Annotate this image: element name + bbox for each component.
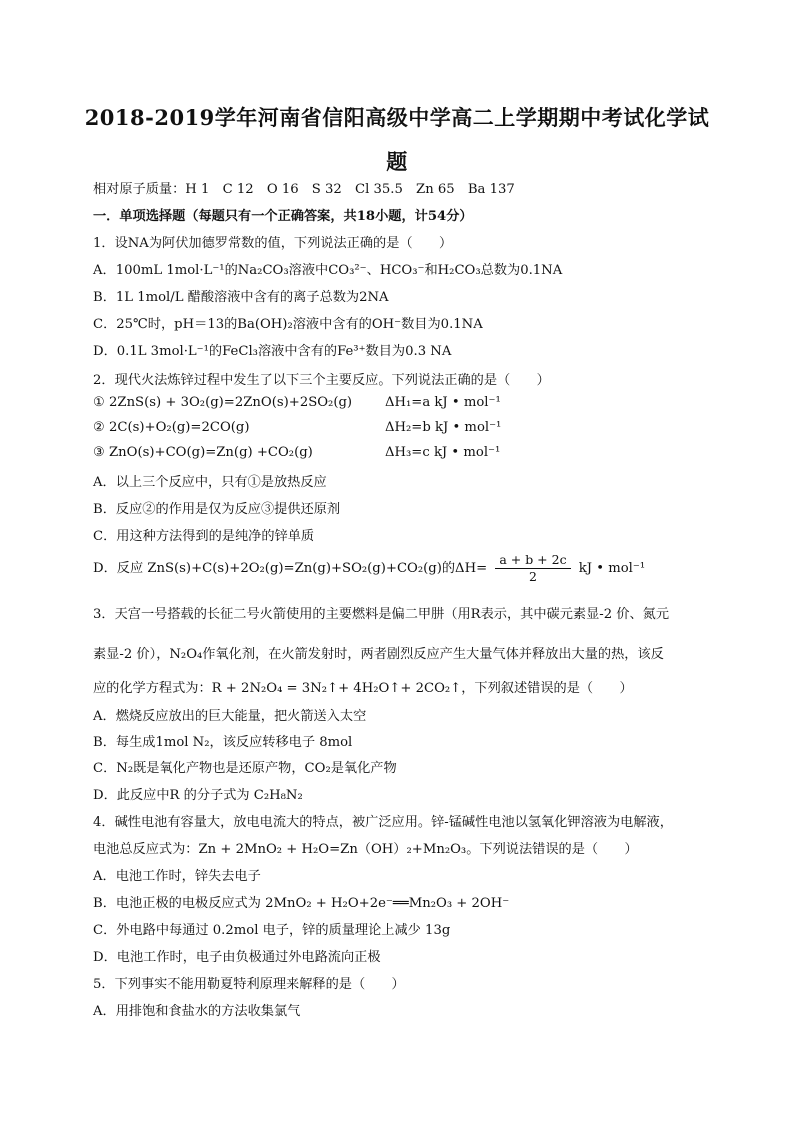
q1-option-a: A．100mL 1mol·L⁻¹的Na₂CO₃溶液中CO₃²⁻、HCO₃⁻和H₂CO₃总数为0.1NA <box>93 263 563 278</box>
q2-option-a: A．以上三个反应中，只有①是放热反应 <box>93 475 327 490</box>
fraction-numerator: a + b + 2c <box>495 552 570 569</box>
q3-stem-line2: 素显-2 价），N₂O₄作氧化剂，在火箭发射时，两者剧烈反应产生大量气体并释放出大量的热，该反 <box>93 647 664 662</box>
section-heading: 一．单项选择题（每题只有一个正确答案，共18小题，计54分） <box>93 209 473 224</box>
q3-option-c: C．N₂既是氧化产物也是还原产物，CO₂是氧化产物 <box>93 761 397 776</box>
q4-option-b: B．电池正极的电极反应式为 2MnO₂ + H₂O+2e⁻══Mn₂O₃ + 2OH⁻ <box>93 896 510 911</box>
q3-option-b: B．每生成1mol N₂，该反应转移电子 8mol <box>93 735 353 750</box>
q3-option-a: A．燃烧反应放出的巨大能量，把火箭送入太空 <box>93 709 367 724</box>
fraction-denominator: 2 <box>528 569 537 584</box>
q4-option-c: C．外电路中每通过 0.2mol 电子，锌的质量理论上减少 13g <box>93 923 451 938</box>
q2-option-d <box>93 552 645 585</box>
q2-reaction-3-enthalpy: ΔH₃=c kJ • mol⁻¹ <box>385 445 501 460</box>
q2-option-b: B．反应②的作用是仅为反应③提供还原剂 <box>93 502 341 517</box>
q2-reaction-1 <box>93 395 693 410</box>
q4-stem-line1: 4．碱性电池有容量大，放电电流大的特点，被广泛应用。锌-锰碱性电池以氢氧化钾溶液为电解液， <box>93 815 673 830</box>
q2-option-d-text: D．反应 ZnS(s)+C(s)+2O₂(g)=Zn(g)+SO₂(g)+CO₂(g)的ΔH= <box>93 561 488 576</box>
q1-stem: 1．设NA为阿伏加德罗常数的值，下列说法正确的是（ ） <box>93 236 453 251</box>
q3-option-d: D．此反应中R 的分子式为 C₂H₈N₂ <box>93 788 303 803</box>
q2-reaction-2-equation: ② 2C(s)+O₂(g)=2CO(g) <box>93 420 250 435</box>
q5-option-a: A．用排饱和食盐水的方法收集氯气 <box>93 1004 301 1019</box>
q1-option-d: D．0.1L 3mol·L⁻¹的FeCl₃溶液中含有的Fe³⁺数目为0.3 NA <box>93 344 452 359</box>
q3-stem-line3: 应的化学方程式为：R + 2N₂O₄ = 3N₂↑+ 4H₂O↑+ 2CO₂↑，下列叙述错误的是（ ） <box>93 681 633 696</box>
atomic-mass-line: 相对原子质量：H 1 C 12 O 16 S 32 Cl 35.5 Zn 65 Ba 137 <box>93 182 515 197</box>
q4-option-d: D．电池工作时，电子由负极通过外电路流向正极 <box>93 950 381 965</box>
q2-option-d-fraction <box>495 552 570 585</box>
q5-stem: 5．下列事实不能用勒夏特利原理来解释的是（ ） <box>93 977 405 992</box>
q2-reaction-2 <box>93 420 693 435</box>
q2-stem: 2．现代火法炼锌过程中发生了以下三个主要反应。下列说法正确的是（ ） <box>93 373 550 388</box>
q2-option-d-unit: kJ • mol⁻¹ <box>578 561 646 576</box>
q2-option-c: C．用这种方法得到的是纯净的锌单质 <box>93 529 315 544</box>
exam-title-line2: 题 <box>386 149 408 174</box>
q4-stem-line2: 电池总反应式为：Zn + 2MnO₂ + H₂O=Zn（OH）₂+Mn₂O₃。下列说法错误的是（ ） <box>93 842 638 857</box>
exam-title-line1: 2018-2019学年河南省信阳高级中学高二上学期期中考试化学试 <box>84 105 710 130</box>
q2-reaction-3 <box>93 445 693 460</box>
q2-reaction-1-equation: ① 2ZnS(s) + 3O₂(g)=2ZnO(s)+2SO₂(g) <box>93 395 353 410</box>
q2-reaction-3-equation: ③ ZnO(s)+CO(g)=Zn(g) +CO₂(g) <box>93 445 313 460</box>
q2-reaction-2-enthalpy: ΔH₂=b kJ • mol⁻¹ <box>385 420 502 435</box>
q2-reaction-1-enthalpy: ΔH₁=a kJ • mol⁻¹ <box>385 395 501 410</box>
q3-stem-line1: 3．天宫一号搭载的长征二号火箭使用的主要燃料是偏二甲肼（用R表示，其中碳元素显-2 价、氮元 <box>93 607 670 622</box>
q4-option-a: A．电池工作时，锌失去电子 <box>93 869 261 884</box>
q1-option-b: B．1L 1mol/L 醋酸溶液中含有的离子总数为2NA <box>93 290 389 305</box>
q1-option-c: C．25℃时，pH＝13的Ba(OH)₂溶液中含有的OH⁻数目为0.1NA <box>93 317 483 332</box>
